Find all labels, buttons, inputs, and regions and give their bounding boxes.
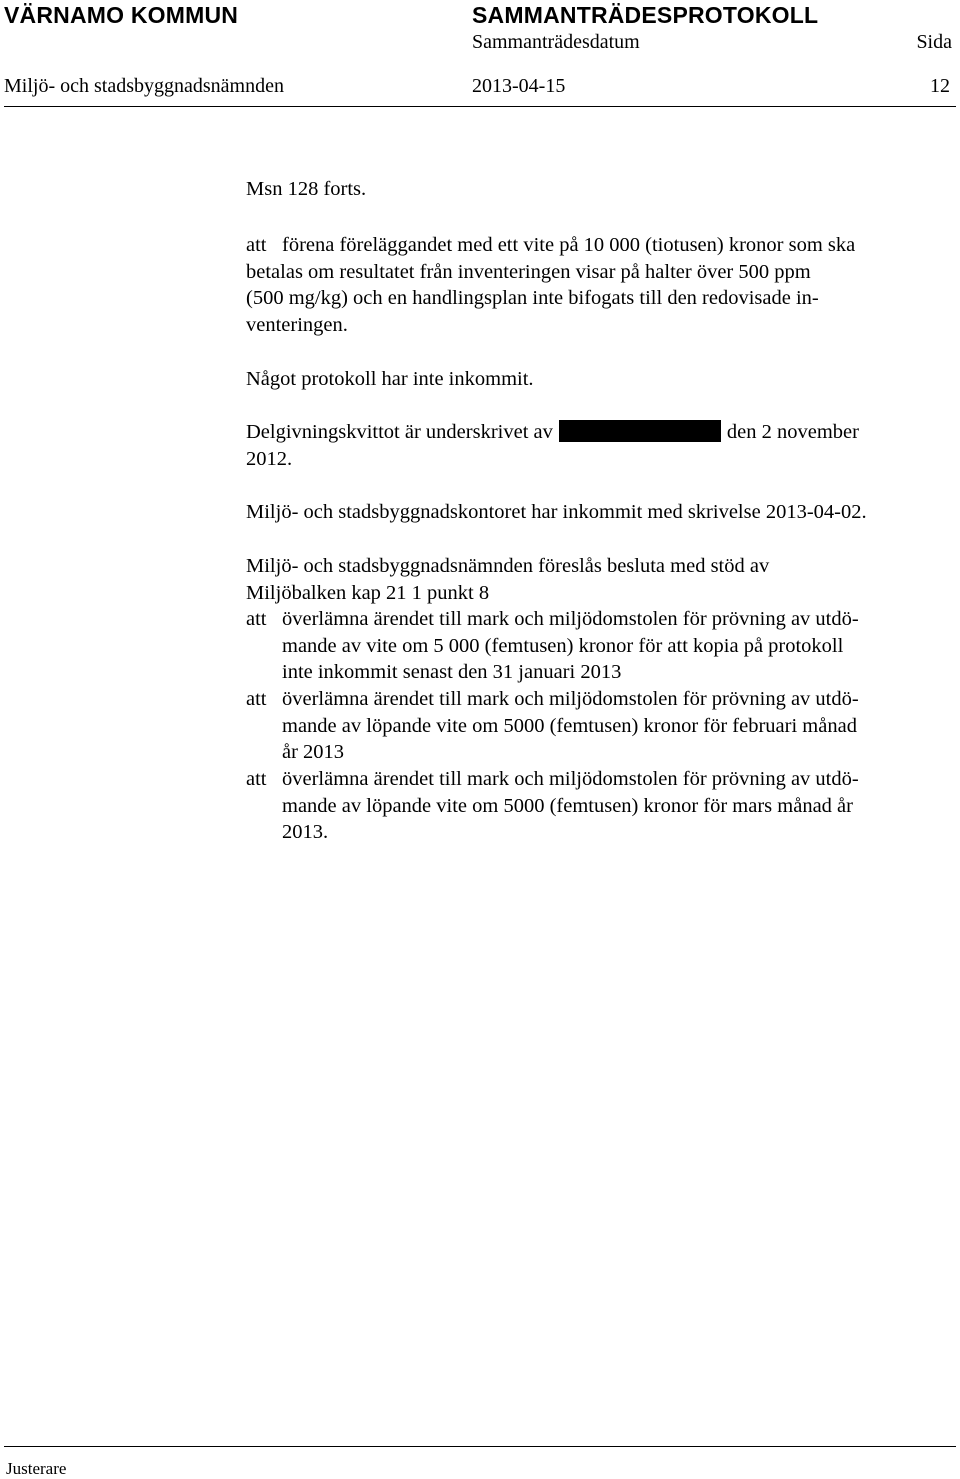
decision-line: år 2013 bbox=[282, 741, 345, 763]
decision-text bbox=[282, 606, 859, 686]
decision-line: inte inkommit senast den 31 januari 2013 bbox=[282, 661, 622, 683]
protocol-body bbox=[246, 176, 956, 866]
proposal-line-2: Miljöbalken kap 21 1 punkt 8 bbox=[246, 581, 490, 604]
receipt-text-after: den 2 november bbox=[726, 421, 859, 443]
office-note: Miljö- och stadsbyggnadskontoret har inkommit med skrivelse 2013-04-02. bbox=[246, 501, 867, 523]
att-label: att bbox=[246, 768, 267, 790]
section-reference: Msn 128 forts. bbox=[246, 178, 367, 200]
meeting-date-label: Sammanträdesdatum bbox=[472, 31, 640, 53]
document-type: SAMMANTRÄDESPROTOKOLL bbox=[472, 2, 819, 28]
protocol-note: Något protokoll har inte inkommit. bbox=[246, 368, 534, 390]
page-label: Sida bbox=[916, 31, 952, 53]
decision-line: mande av löpande vite om 5000 (femtusen) kronor för mars månad år bbox=[282, 794, 853, 817]
adjuster-label: Justerare bbox=[6, 1459, 67, 1478]
decision-line: 2013. bbox=[282, 821, 329, 843]
footer-divider bbox=[4, 1446, 956, 1447]
receipt-line bbox=[246, 419, 859, 446]
decision-line: mande av löpande vite om 5000 (femtusen) kronor för februari månad bbox=[282, 714, 857, 737]
att-line: betalas om resultatet från inventeringen visar på halter över 500 ppm bbox=[246, 260, 811, 283]
redacted-name bbox=[559, 420, 721, 442]
organization-name: VÄRNAMO KOMMUN bbox=[4, 2, 239, 28]
meeting-date: 2013-04-15 bbox=[472, 75, 566, 97]
decision-line: överlämna ärendet till mark och miljödomstolen för prövning av utdö- bbox=[282, 688, 859, 710]
decision-line: mande av vite om 5 000 (femtusen) kronor för att kopia på protokoll bbox=[282, 634, 844, 657]
proposal-line-1: Miljö- och stadsbyggnadsnämnden föreslås besluta med stöd av bbox=[246, 555, 770, 577]
att-label: att bbox=[246, 688, 267, 710]
att-clause-text bbox=[282, 232, 855, 259]
att-continuation bbox=[246, 259, 819, 339]
decision-line: överlämna ärendet till mark och miljödomstolen för prövning av utdö- bbox=[282, 608, 859, 630]
att-label: att bbox=[246, 234, 267, 256]
decision-text bbox=[282, 766, 859, 846]
att-label: att bbox=[246, 608, 267, 630]
page-number: 12 bbox=[930, 75, 950, 97]
receipt-year: 2012. bbox=[246, 447, 293, 470]
committee-name: Miljö- och stadsbyggnadsnämnden bbox=[4, 75, 284, 97]
header-divider bbox=[4, 106, 956, 107]
att-line: förena föreläggandet med ett vite på 10 000 (tiotusen) kronor som ska bbox=[282, 234, 856, 256]
att-line: venteringen. bbox=[246, 313, 348, 336]
att-line: (500 mg/kg) och en handlingsplan inte bifogats till den redovisade in- bbox=[246, 287, 819, 309]
decision-text bbox=[282, 686, 859, 766]
decision-line: överlämna ärendet till mark och miljödomstolen för prövning av utdö- bbox=[282, 768, 859, 790]
receipt-text-before: Delgivningskvittot är underskrivet av bbox=[246, 421, 553, 443]
